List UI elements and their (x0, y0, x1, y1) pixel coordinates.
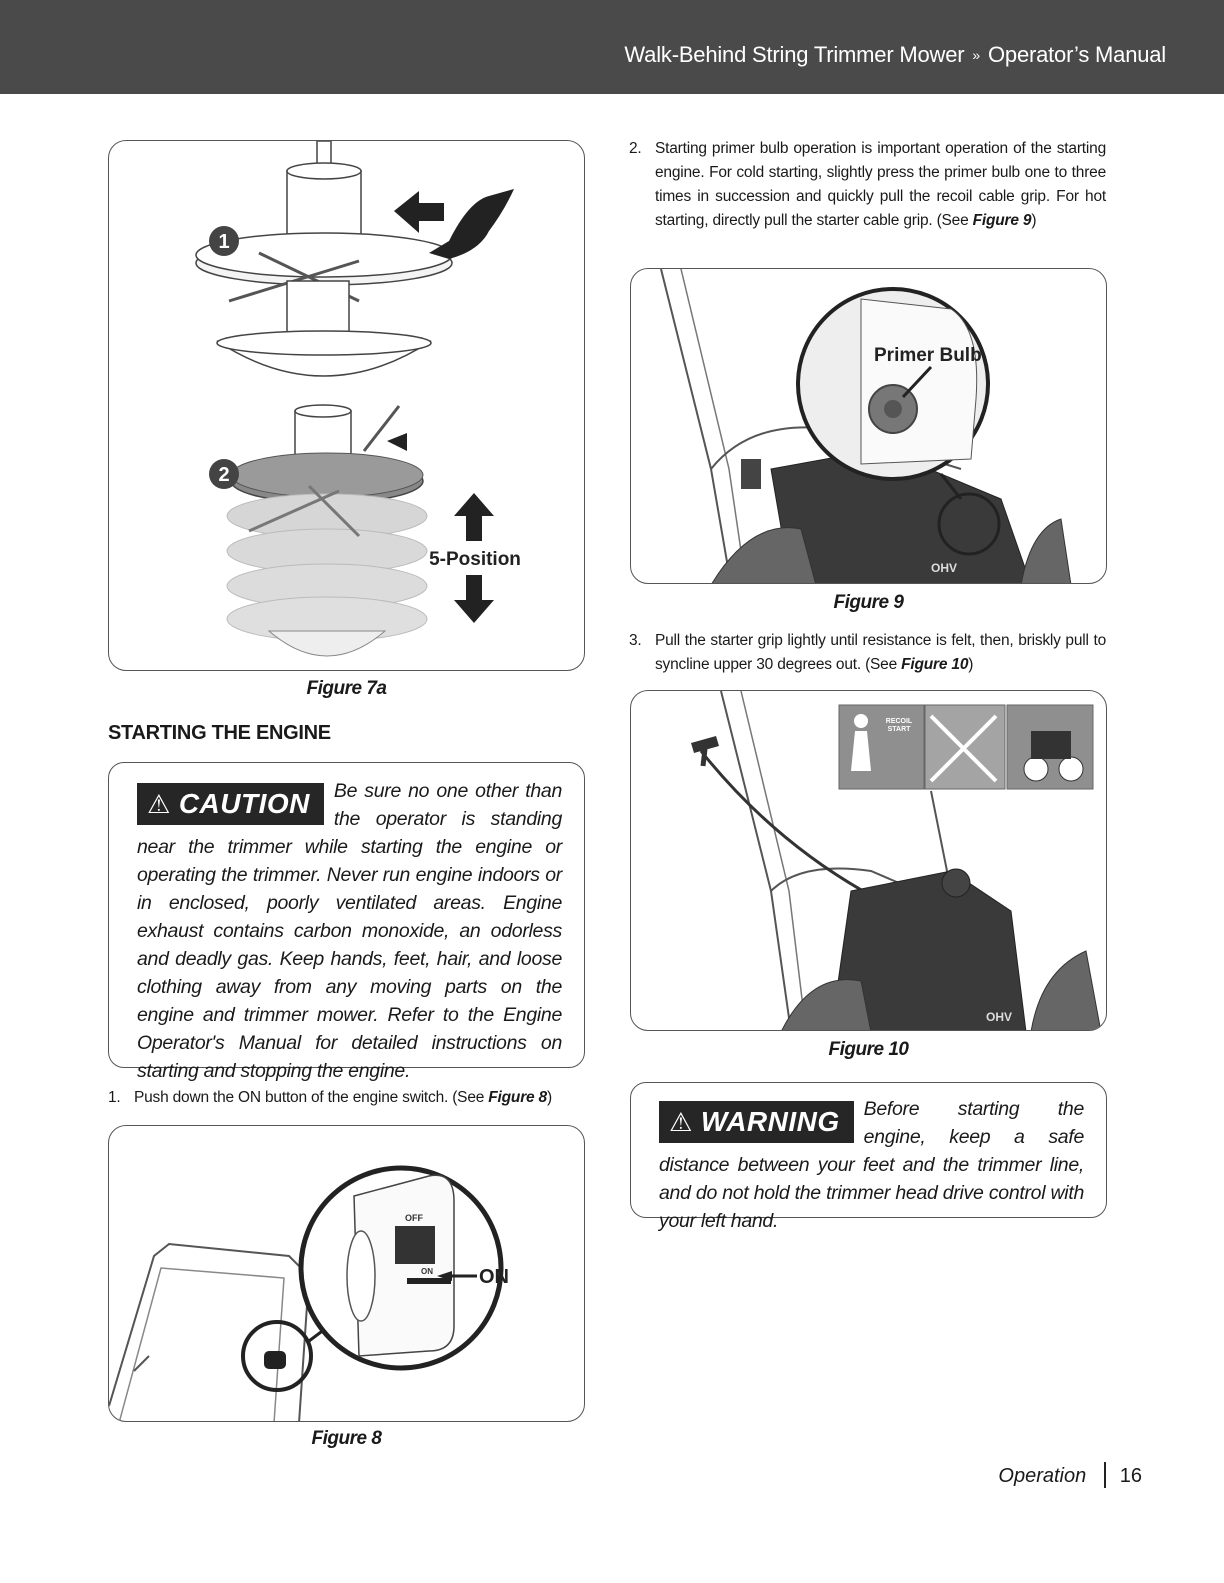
caution-badge-label: CAUTION (178, 788, 310, 819)
caution-text: Be sure no one other than the operator is standing near the trimmer while starting the engine or operating the trimmer. Never run engine indoors or in enclosed, poorly ventilated areas. Engine exhaust contains carbon monoxide, an odorless and deadly gas. Keep hands, feet, hair, and loose clothing away from any moving parts on the engine and trimmer mower. Refer to the Engine Operator's Manual for detailed instructions on starting and stopping the engine. (137, 780, 562, 1082)
step-3-number: 3. (629, 632, 642, 649)
five-position-label: 5-Position (429, 549, 521, 570)
figure-10-caption: Figure 10 (828, 1039, 909, 1060)
warning-text: Before starting the engine, keep a safe distance between your feet and the trimmer line, and do not hold the trimmer head drive control with your left hand. (659, 1098, 1084, 1232)
figure-8-illustration (109, 1126, 585, 1422)
figure-10-frame (630, 690, 1107, 1031)
arrow-up-icon (454, 493, 494, 541)
step-3-close: ) (968, 656, 974, 673)
page-number: 16 (1119, 1465, 1142, 1487)
step-3-text: Pull the starter grip lightly until resistance is felt, then, briskly pull to syncline upper 30 degrees out. (See (655, 632, 1106, 673)
figure-10-illustration (631, 691, 1107, 1031)
step-2 (629, 137, 1106, 233)
arrow-down-icon (454, 575, 494, 623)
warning-triangle-icon: ⚠ (669, 1107, 693, 1137)
engine-brand-label: OHV (986, 1010, 1013, 1024)
person-icon (854, 714, 868, 728)
step-1-close: ) (546, 1089, 552, 1106)
warning-notice (630, 1082, 1107, 1232)
callout-2 (209, 459, 239, 489)
figure-7a-caption: Figure 7a (306, 678, 387, 699)
step-1-number: 1. (108, 1089, 121, 1106)
figure-7a-frame (108, 140, 585, 671)
switch-off-label: OFF (405, 1213, 423, 1223)
header-title (624, 42, 1166, 68)
section-title: STARTING THE ENGINE (108, 722, 331, 744)
step-2-number: 2. (629, 140, 642, 157)
callout-2-number: 2 (218, 464, 230, 486)
step-2-close: ) (1031, 212, 1037, 229)
step-1-figure-ref: Figure 8 (488, 1089, 547, 1106)
warning-badge (659, 1101, 854, 1143)
decal-recoil-label: RECOIL (885, 718, 913, 725)
page-header (0, 0, 1224, 94)
step-3-figure-ref: Figure 10 (901, 656, 969, 673)
decal-start-label: START (887, 726, 911, 733)
step-2-figure-ref: Figure 9 (972, 212, 1032, 229)
step-1 (108, 1086, 589, 1110)
manual-product-name: Walk-Behind String Trimmer Mower (624, 42, 965, 67)
figure-7a-illustration (109, 141, 585, 671)
primer-bulb-label: Primer Bulb (874, 345, 982, 366)
footer-section: Operation (998, 1465, 1087, 1487)
page-footer (998, 1462, 1142, 1488)
hand-icon (429, 189, 514, 259)
step-3 (629, 629, 1106, 677)
figure-8-frame (108, 1125, 585, 1422)
header-separator: » (972, 47, 980, 63)
warning-badge-label: WARNING (700, 1106, 840, 1137)
caution-badge (137, 783, 324, 825)
warning-triangle-icon: ⚠ (147, 789, 171, 819)
footer-divider (1104, 1462, 1106, 1488)
step-1-text: Push down the ON button of the engine switch. (See (134, 1089, 489, 1106)
figure-9-caption: Figure 9 (833, 592, 904, 613)
figure-9-frame (630, 268, 1107, 584)
switch-on-small-label: ON (421, 1267, 433, 1276)
figure-8-caption: Figure 8 (311, 1428, 382, 1449)
step-2-text: Starting primer bulb operation is important operation of the starting engine. For cold starting, slightly press the primer bulb one to three times in succession and quickly pull the recoil cable grip. For hot starting, directly pull the starter cable grip. (See (655, 140, 1106, 229)
engine-brand-label: OHV (931, 561, 958, 575)
caution-notice (108, 762, 585, 1082)
manual-type: Operator’s Manual (988, 42, 1166, 67)
callout-1-number: 1 (218, 231, 230, 253)
callout-1 (209, 226, 239, 256)
figure-9-illustration (631, 269, 1107, 584)
on-callout-label: ON (479, 1266, 509, 1288)
